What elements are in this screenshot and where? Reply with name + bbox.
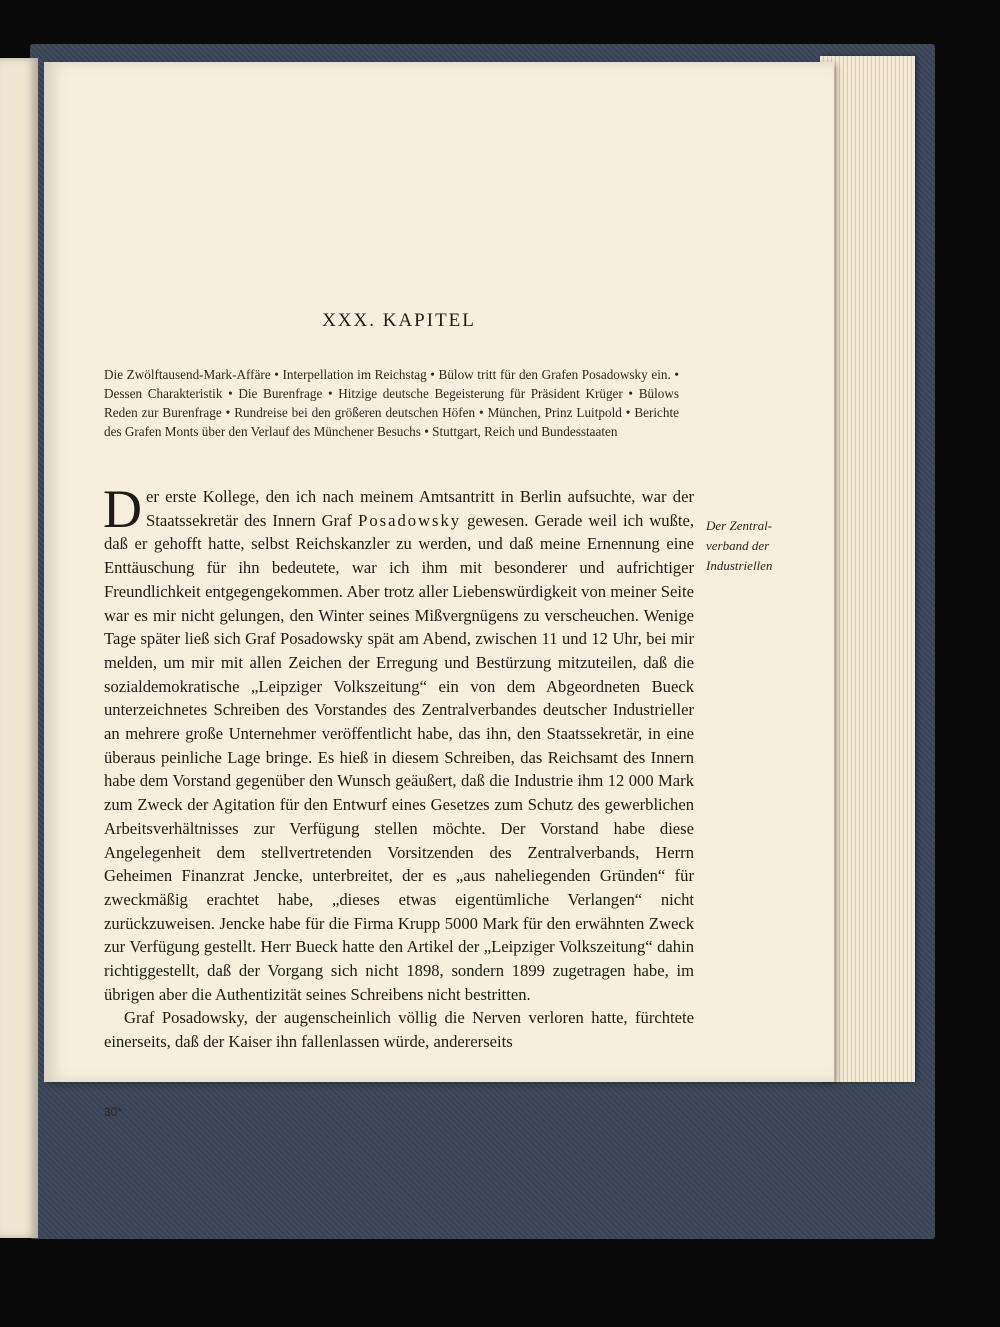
sheet-signature: 30* xyxy=(104,1105,123,1119)
paragraph-1 xyxy=(103,479,695,1006)
marginal-note: Der Zentral-verband der Industriellen xyxy=(706,518,773,573)
chapter-title: XXX. KAPITEL xyxy=(322,310,476,331)
paragraph-1-start: er erste Kollege, den ich nach meinem Amtsantritt in Berlin aufsuchte, war der Staatssekretär des Innern Graf xyxy=(146,487,694,530)
paragraph-1-rest: gewesen. Gerade weil ich wußte, daß er gehofft hatte, selbst Reichskanzler zu werden, und daß meine Ernennung eine Enttäuschung für ihn bedeutete, war ich ihm mit besonderer und aufrichtiger Freundlichkeit entgegengekommen. Aber trotz aller Liebenswürdigkeit von meiner Seite war es mir nicht gelungen, den Winter seines Mißvergnügens zu verscheuchen. Wenige Tage später ließ sich Graf Posadowsky spät am Abend, zwischen 11 und 12 Uhr, bei mir melden, um mir mit allen Zeichen der Erregung und Bestürzung mitzuteilen, daß die sozialdemokratische „Leipziger Volkszeitung“ ein von dem Abgeordneten Bueck unterzeichnetes Schreiben des Vorstandes des Zentralverbandes deutscher Industrieller an mehrere große Unternehmer veröffentlicht habe, das ihn, den Staatssekretär, in eine überaus peinliche Lage bringe. Es hieß in diesem Schreiben, das Reichsamt des Innern habe dem Vorstand gegenüber den Wunsch geäußert, daß die Industrie ihm 12 000 Mark zum Zweck der Agitation für den Entwurf eines Gesetzes zum Schutz des gewerblichen Arbeitsverhältnisses zur Verfügung stellen möchte. Der Vorstand habe diese Angelegenheit dem stellvertretenden Vorsitzenden des Zentralverbands, Herrn Geheimen Finanzrat Jencke, unterbreitet, der es „aus naheliegenden Gründen“ für zweckmäßig erachtet habe, „dieses etwas eigentümliche Verlangen“ nicht zurückzuweisen. Jencke habe für die Firma Krupp 5000 Mark für den erwähnten Zweck zur Verfügung gestellt. Herr Bueck hatte den Artikel der „Leipziger Volkszeitung“ dahin richtiggestellt, daß der Vorgang sich nicht 1898, sondern 1899 zugetragen habe, im übrigen aber die Authentizität seines Schreibens nicht bestritten. xyxy=(104,510,695,1004)
page-stack-edges xyxy=(820,56,915,1082)
spaced-name: Posadowsky xyxy=(358,510,462,530)
drop-cap: D xyxy=(103,479,142,539)
left-page-edge xyxy=(0,58,38,1238)
body-text xyxy=(103,479,695,1054)
paragraph-2: Graf Posadowsky, der augenscheinlich völlig die Nerven verloren hatte, fürchtete einerseits, daß der Kaiser ihn fallenlassen würde, andererseits xyxy=(104,1008,694,1052)
chapter-summary: Die Zwölftausend-Mark-Affäre • Interpellation im Reichstag • Bülow tritt für den Grafen Posadowsky ein. • Dessen Charakteristik • Die Burenfrage • Hitzige deutsche Begeisterung für Präsident Krüger • Bülows Reden zur Burenfrage • Rundreise bei den größeren deutschen Höfen • München, Prinz Luitpold • Berichte des Grafen Monts über den Verlauf des Münchener Besuchs • Stuttgart, Reich und Bundesstaaten xyxy=(104,367,679,439)
